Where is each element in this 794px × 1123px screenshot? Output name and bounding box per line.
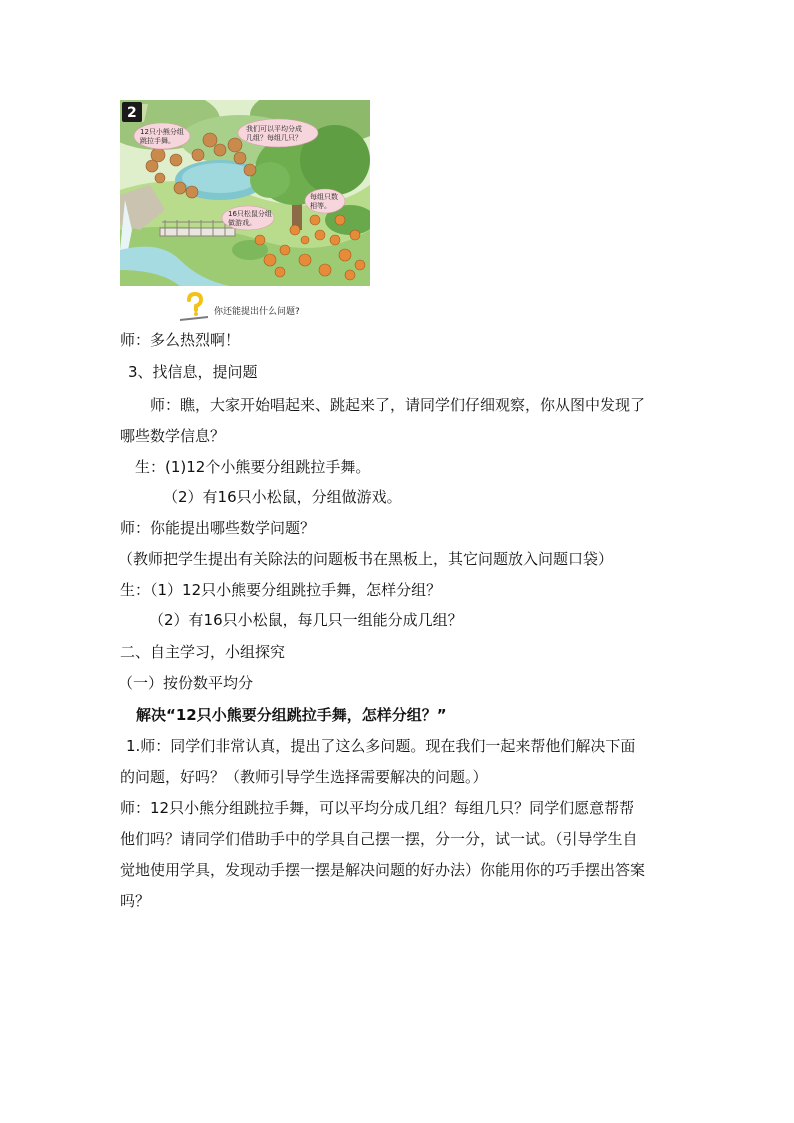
hint-text: 你还能提出什么问题?: [214, 306, 300, 317]
bubble-4-line-1: 每组只数: [310, 193, 338, 201]
text-line-5: 生：(1)12个小熊要分组跳拉手舞。: [135, 458, 371, 476]
text-line-4: 哪些数学信息？: [120, 427, 226, 445]
bubble-2-line-2: 几组？每组几只？: [246, 134, 302, 142]
bubble-2-line-1: 我们可以平均分成: [246, 125, 302, 133]
text-line-19: 吗？: [120, 892, 151, 910]
text-line-14: 1.师：同学们非常认真，提出了这么多问题。现在我们一起来帮他们解决下面: [126, 737, 636, 755]
text-line-13: 解决“12只小熊要分组跳拉手舞，怎样分组？”: [136, 706, 447, 724]
question-mark-icon: [180, 292, 210, 322]
bubble-3-line-2: 做游戏。: [228, 219, 256, 227]
badge-number: 2: [127, 105, 137, 121]
text-line-8: （教师把学生提出有关除法的问题板书在黑板上，其它问题放入问题口袋）: [118, 550, 614, 568]
text-line-9: 生：（1）12只小熊要分组跳拉手舞，怎样分组？: [120, 581, 442, 599]
bubble-4-line-2: 相等。: [310, 202, 331, 210]
text-line-16: 师：12只小熊分组跳拉手舞，可以平均分成几组？每组几只？同学们愿意帮帮: [120, 799, 635, 817]
text-line-11: 二、自主学习，小组探究: [120, 643, 286, 661]
text-line-10: （2）有16只小松鼠，每几只一组能分成几组？: [149, 611, 463, 629]
forest-scene-image: [120, 100, 370, 286]
hint-row: [180, 292, 300, 322]
text-line-2: 3、找信息，提问题: [128, 363, 258, 381]
text-line-12: （一）按份数平均分: [118, 674, 254, 692]
text-line-17: 他们吗？请同学们借助手中的学具自己摆一摆，分一分，试一试。（引导学生自: [120, 830, 638, 848]
bubble-1-line-1: 12只小熊分组: [140, 128, 184, 136]
bubble-1-line-2: 跳拉手舞。: [140, 137, 175, 145]
bubble-3-line-1: 16只松鼠分组: [228, 210, 272, 218]
text-line-3: 师：瞧，大家开始唱起来、跳起来了，请同学们仔细观察，你从图中发现了: [150, 396, 646, 414]
textbook-illustration: [120, 100, 370, 286]
text-line-18: 觉地使用学具，发现动手摆一摆是解决问题的好办法）你能用你的巧手摆出答案: [120, 861, 646, 879]
text-line-7: 师：你能提出哪些数学问题？: [120, 519, 316, 537]
text-line-6: （2）有16只小松鼠，分组做游戏。: [163, 488, 402, 506]
text-line-1: 师：多么热烈啊！: [120, 331, 241, 349]
text-line-15: 的问题，好吗？（教师引导学生选择需要解决的问题。）: [120, 768, 488, 786]
